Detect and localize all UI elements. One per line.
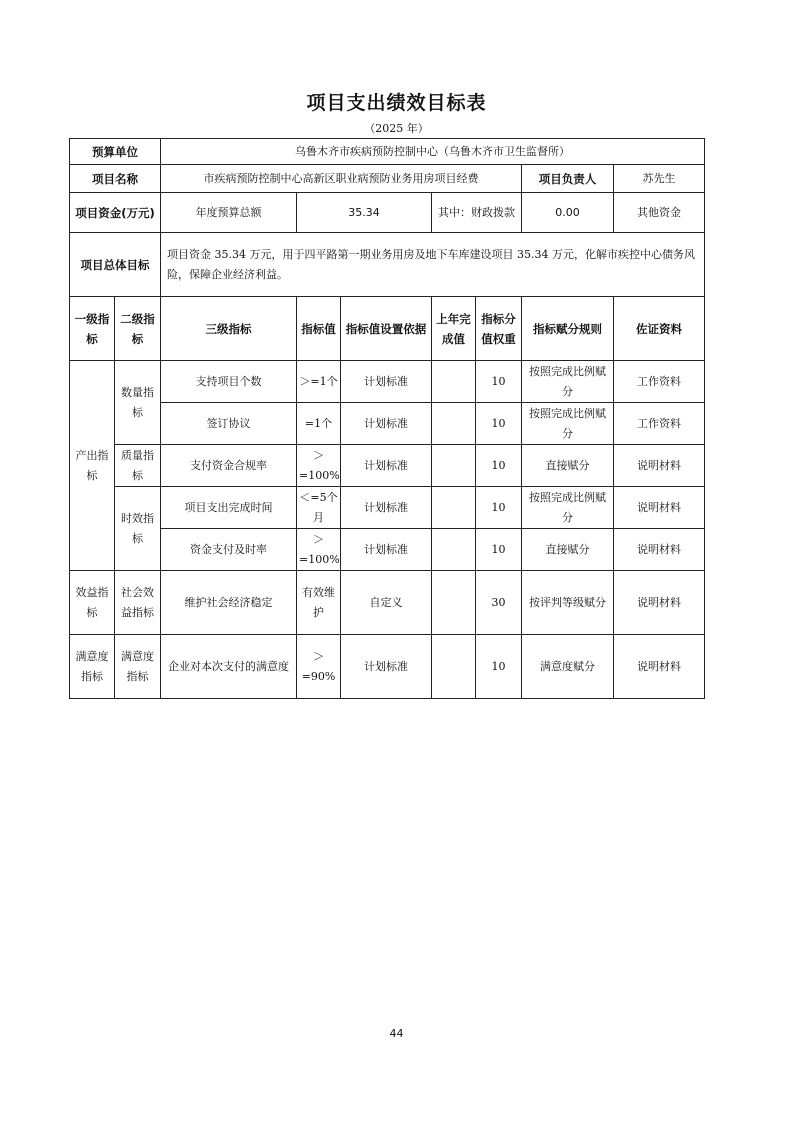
indicator-rule: 直接赋分 [522,445,614,487]
indicator-basis: 计划标准 [341,635,432,699]
leader-label: 项目负责人 [522,165,614,193]
header-rule: 指标赋分规则 [522,297,614,361]
indicator-evidence: 说明材料 [614,635,705,699]
other-label: 其他资金 [614,193,705,233]
indicator-rule: 直接赋分 [522,529,614,571]
group-output: 产出指标 [70,361,115,571]
indicator-last [432,487,476,529]
fiscal-label: 其中：财政拨款 [432,193,522,233]
indicator-evidence: 工作资料 [614,361,705,403]
indicator-last [432,635,476,699]
indicator-basis: 自定义 [341,571,432,635]
indicator-basis: 计划标准 [341,361,432,403]
indicator-value: =1个 [297,403,341,445]
indicator-rule: 按照完成比例赋分 [522,403,614,445]
indicator-name: 签订协议 [161,403,297,445]
indicator-last [432,571,476,635]
year-label: （2025 年） [364,122,429,135]
indicator-weight: 10 [476,361,522,403]
indicator-weight: 10 [476,487,522,529]
header-value: 指标值 [297,297,341,361]
fiscal-value: 0.00 [522,193,614,233]
group-social: 社会效益指标 [115,571,161,635]
indicator-last [432,445,476,487]
table-row [70,361,705,403]
indicator-evidence: 工作资料 [614,403,705,445]
indicator-name: 支付资金合规率 [161,445,297,487]
performance-table [69,138,705,699]
leader-value: 苏先生 [614,165,705,193]
group-satisfaction-sub: 满意度指标 [115,635,161,699]
header-level1: 一级指标 [70,297,115,361]
table-row [70,403,705,445]
indicator-evidence: 说明材料 [614,529,705,571]
indicator-value: 有效维护 [297,571,341,635]
indicator-weight: 10 [476,635,522,699]
indicator-rule: 按评判等级赋分 [522,571,614,635]
table-row [70,635,705,699]
header-level3: 三级指标 [161,297,297,361]
project-name-value: 市疾病预防控制中心高新区职业病预防业务用房项目经费 [161,165,522,193]
indicator-value: ＞=90% [297,635,341,699]
indicator-name: 资金支付及时率 [161,529,297,571]
annual-value: 35.34 [297,193,432,233]
indicator-name: 企业对本次支付的满意度 [161,635,297,699]
annual-label: 年度预算总额 [161,193,297,233]
header-basis: 指标值设置依据 [341,297,432,361]
indicator-name: 支持项目个数 [161,361,297,403]
page-number: 44 [389,1027,404,1040]
indicator-value: ＞=1个 [297,361,341,403]
indicator-basis: 计划标准 [341,403,432,445]
indicator-last [432,361,476,403]
indicator-weight: 10 [476,403,522,445]
header-evidence: 佐证资料 [614,297,705,361]
group-benefit: 效益指标 [70,571,115,635]
row-name [70,165,705,193]
indicator-value: ＞=100% [297,529,341,571]
indicator-weight: 10 [476,445,522,487]
table-row [70,529,705,571]
indicator-rule: 按照完成比例赋分 [522,487,614,529]
page-title: 项目支出绩效目标表 [306,92,487,114]
indicator-basis: 计划标准 [341,529,432,571]
row-goal [70,233,705,297]
table-row [70,487,705,529]
indicator-evidence: 说明材料 [614,445,705,487]
goal-value: 项目资金 35.34 万元，用于四平路第一期业务用房及地下车库建设项目 35.34 万元，化解市疾控中心债务风险，保障企业经济利益。 [161,233,705,297]
indicator-value: ＜=5个月 [297,487,341,529]
group-timeliness: 时效指标 [115,487,161,571]
table-row [70,445,705,487]
indicator-basis: 计划标准 [341,445,432,487]
unit-value: 乌鲁木齐市疾病预防控制中心（乌鲁木齐市卫生监督所） [161,139,705,165]
group-satisfaction: 满意度指标 [70,635,115,699]
header-level2: 二级指标 [115,297,161,361]
indicator-value: ＞=100% [297,445,341,487]
fund-label: 项目资金(万元) [70,193,161,233]
header-weight: 指标分值权重 [476,297,522,361]
indicator-last [432,529,476,571]
group-quantity: 数量指标 [115,361,161,445]
project-name-label: 项目名称 [70,165,161,193]
indicator-last [432,403,476,445]
indicator-rule: 满意度赋分 [522,635,614,699]
indicator-rule: 按照完成比例赋分 [522,361,614,403]
indicator-basis: 计划标准 [341,487,432,529]
header-last-year: 上年完成值 [432,297,476,361]
indicator-evidence: 说明材料 [614,487,705,529]
indicator-evidence: 说明材料 [614,571,705,635]
unit-label: 预算单位 [70,139,161,165]
table-row [70,571,705,635]
indicator-name: 项目支出完成时间 [161,487,297,529]
indicator-weight: 30 [476,571,522,635]
row-fund [70,193,705,233]
row-unit [70,139,705,165]
group-quality: 质量指标 [115,445,161,487]
indicator-weight: 10 [476,529,522,571]
header-row [70,297,705,361]
indicator-name: 维护社会经济稳定 [161,571,297,635]
goal-label: 项目总体目标 [70,233,161,297]
